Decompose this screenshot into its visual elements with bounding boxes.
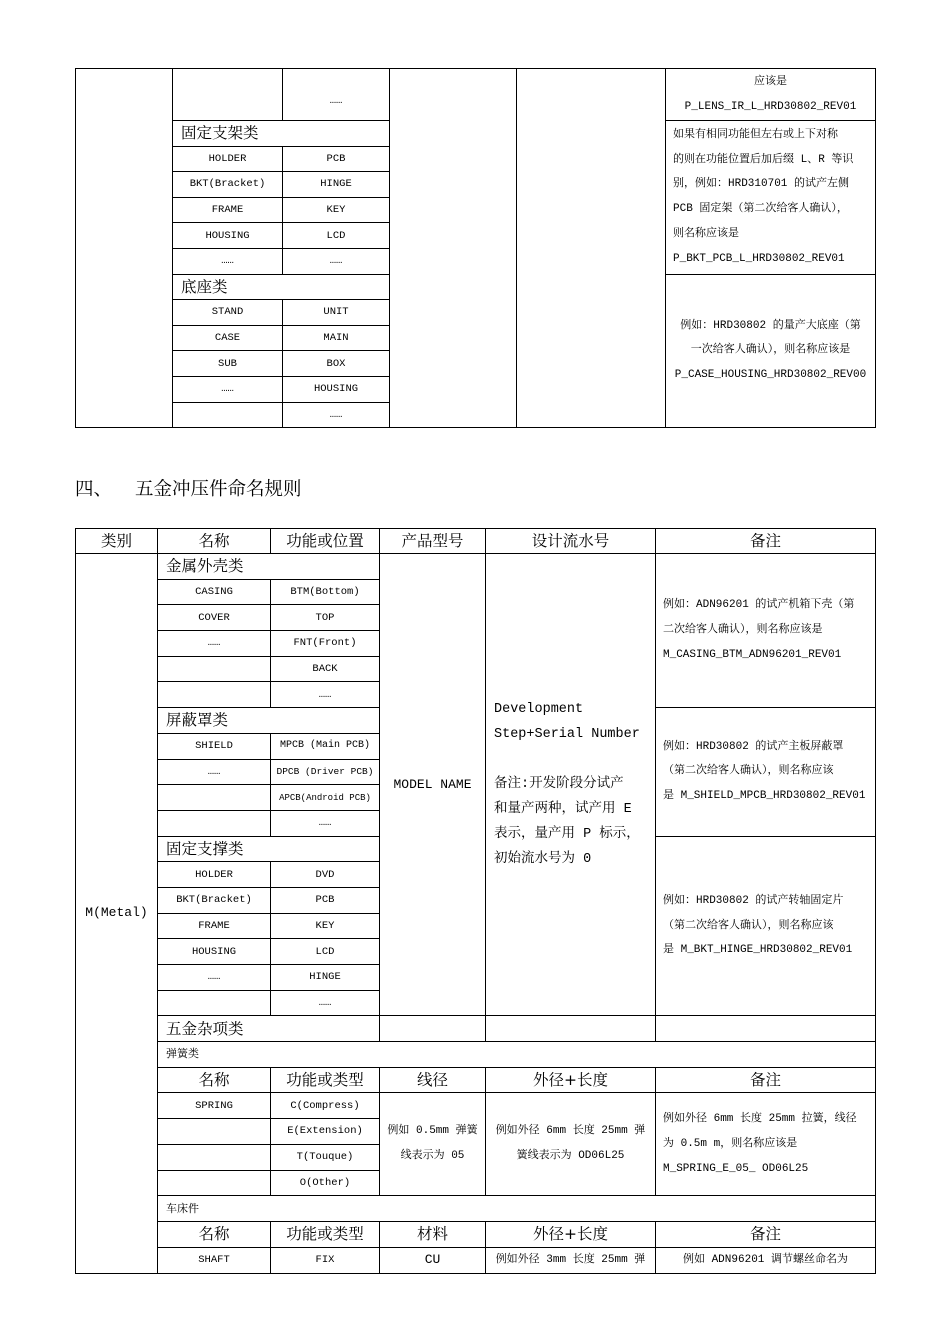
- category-cell: [76, 69, 173, 428]
- subheader-type: 功能或类型: [271, 1067, 380, 1093]
- remark-line: 的则在功能位置后加后缀 L、R 等识: [673, 153, 854, 166]
- remark-cell: [656, 836, 876, 1016]
- table-row: [76, 1042, 876, 1068]
- model-cell: MODEL NAME: [380, 554, 486, 1016]
- remark-line: P_LENS_IR_L_HRD30802_REV01: [684, 100, 857, 113]
- remark-line: P_BKT_PCB_L_HRD30802_REV01: [673, 252, 845, 265]
- table-row: [76, 69, 876, 121]
- header-model: 产品型号: [380, 529, 486, 554]
- function-cell: HOUSING: [283, 376, 390, 402]
- remark-cell: [666, 69, 876, 121]
- remark-line: 例如：HRD30802 的量产大底座（第: [680, 319, 861, 332]
- remark-line: 一次给客人确认），则名称应该是: [690, 344, 851, 357]
- remark-cell: [656, 554, 876, 708]
- type-cell: FIX: [271, 1247, 380, 1273]
- function-cell: DVD: [271, 862, 380, 888]
- name-cell: [158, 656, 271, 682]
- header-function: 功能或位置: [271, 529, 380, 554]
- group-title: 屏蔽罩类: [158, 708, 380, 734]
- name-cell: FRAME: [173, 197, 283, 223]
- remark-line: 是 M_SHIELD_MPCB_HRD30802_REV01: [663, 790, 866, 803]
- name-cell: [158, 810, 271, 836]
- remark-line: 则名称应该是: [673, 228, 739, 241]
- name-cell: SUB: [173, 351, 283, 377]
- name-cell: [158, 785, 271, 811]
- remark-line: M_CASING_BTM_ADN96201_REV01: [663, 648, 842, 661]
- name-cell: CASING: [158, 579, 271, 605]
- subheader-row: [76, 1221, 876, 1247]
- name-cell: [158, 682, 271, 708]
- header-row: [76, 529, 876, 554]
- function-cell: HINGE: [283, 172, 390, 198]
- wire-diameter-line: 例如 0.5mm 弹簧: [387, 1125, 478, 1138]
- header-serial: 设计流水号: [486, 529, 656, 554]
- name-cell: SHAFT: [158, 1247, 271, 1273]
- subheader-od-length: 外径+长度: [486, 1067, 656, 1093]
- name-cell: CASE: [173, 325, 283, 351]
- name-cell: [173, 69, 283, 121]
- table-row: [76, 1093, 876, 1119]
- remark-cell: [666, 121, 876, 275]
- serial-spacer: [494, 747, 655, 772]
- function-cell: BOX: [283, 351, 390, 377]
- remark-line: M_SPRING_E_05_ OD06L25: [663, 1162, 809, 1175]
- function-cell: KEY: [283, 197, 390, 223]
- function-cell: ……: [283, 248, 390, 274]
- od-length-line: 例如外径 6mm 长度 25mm 弹: [495, 1125, 646, 1138]
- function-cell: LCD: [283, 223, 390, 249]
- subheader-remark: 备注: [656, 1221, 876, 1247]
- metal-parts-naming-table: [75, 528, 876, 1274]
- header-category: 类别: [76, 529, 158, 554]
- od-length-cell: [486, 1093, 656, 1196]
- function-cell: PCB: [271, 887, 380, 913]
- function-cell: APCB(Android PCB): [271, 785, 380, 811]
- name-cell: [158, 1119, 271, 1145]
- function-cell: UNIT: [283, 300, 390, 326]
- name-cell: FRAME: [158, 913, 271, 939]
- name-cell: SHIELD: [158, 733, 271, 759]
- table-row: [76, 554, 876, 580]
- section-title: 五金冲压件命名规则: [135, 479, 302, 500]
- serial-cell: [486, 1016, 656, 1042]
- name-cell: HOLDER: [158, 862, 271, 888]
- function-cell: MAIN: [283, 325, 390, 351]
- group-title: 固定支撑类: [158, 836, 380, 862]
- serial-note-line: 和量产两种，试产用 E: [494, 802, 632, 818]
- subgroup-label: 弹簧类: [158, 1042, 876, 1068]
- function-cell: FNT(Front): [271, 631, 380, 657]
- subheader-name: 名称: [158, 1221, 271, 1247]
- function-cell: ……: [283, 402, 390, 428]
- name-cell: BKT(Bracket): [158, 887, 271, 913]
- type-cell: C(Compress): [271, 1093, 380, 1119]
- od-length-line: 簧线表示为 OD06L25: [516, 1150, 625, 1163]
- function-cell: TOP: [271, 605, 380, 631]
- remark-cell: [656, 708, 876, 836]
- serial-note-line: 备注:开发阶段分试产: [494, 777, 624, 793]
- function-cell: HINGE: [271, 965, 380, 991]
- subheader-remark: 备注: [656, 1067, 876, 1093]
- material-cell: CU: [380, 1247, 486, 1273]
- remark-line: 如果有相同功能但左右或上下对称: [673, 128, 838, 141]
- od-length-cell: 例如外径 3mm 长度 25mm 弹: [486, 1247, 656, 1273]
- function-cell: ……: [271, 682, 380, 708]
- name-cell: [158, 1170, 271, 1196]
- model-cell: [380, 1016, 486, 1042]
- remark-line: 二次给客人确认），则名称应该是: [663, 624, 823, 637]
- plastic-parts-naming-table: [75, 68, 876, 428]
- name-cell: ……: [173, 376, 283, 402]
- section-heading: [75, 479, 302, 501]
- serial-line: Step+Serial Number: [494, 727, 640, 743]
- type-cell: O(Other): [271, 1170, 380, 1196]
- remark-line: 是 M_BKT_HINGE_HRD30802_REV01: [663, 944, 853, 957]
- header-name: 名称: [158, 529, 271, 554]
- subgroup-label: 车床件: [158, 1196, 876, 1222]
- table-row: [76, 1016, 876, 1042]
- remark-line: （第二次给客人确认），则名称应该: [663, 919, 834, 932]
- group-title: 五金杂项类: [158, 1016, 380, 1042]
- function-cell: ……: [283, 69, 390, 121]
- remark-cell: [656, 1016, 876, 1042]
- type-cell: E(Extension): [271, 1119, 380, 1145]
- subheader-material: 材料: [380, 1221, 486, 1247]
- name-cell: [158, 1144, 271, 1170]
- name-cell: SPRING: [158, 1093, 271, 1119]
- remark-line: 为 0.5m m，则名称应该是: [663, 1137, 798, 1150]
- table-row: [76, 1196, 876, 1222]
- function-cell: PCB: [283, 146, 390, 172]
- subheader-row: [76, 1067, 876, 1093]
- group-title: 底座类: [173, 274, 390, 300]
- group-title: 固定支架类: [173, 121, 390, 147]
- category-cell: M(Metal): [76, 554, 158, 1274]
- remark-cell: [666, 274, 876, 428]
- name-cell: [173, 402, 283, 428]
- serial-line: Development: [494, 702, 584, 718]
- serial-cell: [517, 69, 666, 428]
- remark-line: 应该是: [754, 75, 787, 88]
- function-cell: ……: [271, 990, 380, 1016]
- remark-line: 例如：HRD30802 的试产转轴固定片: [663, 894, 844, 907]
- function-cell: DPCB (Driver PCB): [271, 759, 380, 785]
- name-cell: ……: [158, 631, 271, 657]
- remark-line: 别，例如：HRD310701 的试产左侧: [673, 178, 850, 191]
- model-cell: [390, 69, 517, 428]
- header-remark: 备注: [656, 529, 876, 554]
- remark-line: P_CASE_HOUSING_HRD30802_REV00: [674, 369, 867, 382]
- type-cell: T(Touque): [271, 1144, 380, 1170]
- remark-cell: 例如 ADN96201 调节螺丝命名为: [656, 1247, 876, 1273]
- function-cell: BTM(Bottom): [271, 579, 380, 605]
- name-cell: STAND: [173, 300, 283, 326]
- function-cell: LCD: [271, 939, 380, 965]
- remark-line: 例如：HRD30802 的试产主板屏蔽罩: [663, 740, 844, 753]
- remark-line: PCB 固定架（第二次给客人确认），: [673, 203, 848, 216]
- section-number: 四、: [75, 479, 113, 500]
- name-cell: BKT(Bracket): [173, 172, 283, 198]
- group-title: 金属外壳类: [158, 554, 380, 580]
- name-cell: [158, 990, 271, 1016]
- name-cell: COVER: [158, 605, 271, 631]
- function-cell: BACK: [271, 656, 380, 682]
- subheader-name: 名称: [158, 1067, 271, 1093]
- name-cell: ……: [158, 965, 271, 991]
- subheader-type: 功能或类型: [271, 1221, 380, 1247]
- name-cell: ……: [158, 759, 271, 785]
- name-cell: ……: [173, 248, 283, 274]
- function-cell: KEY: [271, 913, 380, 939]
- wire-diameter-line: 线表示为 05: [400, 1150, 465, 1163]
- wire-diameter-cell: [380, 1093, 486, 1196]
- remark-cell: [656, 1093, 876, 1196]
- name-cell: HOLDER: [173, 146, 283, 172]
- function-cell: MPCB (Main PCB): [271, 733, 380, 759]
- name-cell: HOUSING: [173, 223, 283, 249]
- table-row: [76, 1247, 876, 1273]
- serial-cell: [486, 554, 656, 1016]
- remark-line: 例如外径 6mm 长度 25mm 拉簧，线径: [663, 1113, 857, 1126]
- function-cell: ……: [271, 810, 380, 836]
- serial-note-line: 表示，量产用 P 标示，: [494, 827, 640, 843]
- remark-line: 例如：ADN96201 的试产机箱下壳（第: [663, 599, 855, 612]
- remark-line: （第二次给客人确认），则名称应该: [663, 765, 834, 778]
- serial-note-line: 初始流水号为 0: [494, 852, 592, 868]
- subheader-od-length: 外径+长度: [486, 1221, 656, 1247]
- subheader-wire-diameter: 线径: [380, 1067, 486, 1093]
- name-cell: HOUSING: [158, 939, 271, 965]
